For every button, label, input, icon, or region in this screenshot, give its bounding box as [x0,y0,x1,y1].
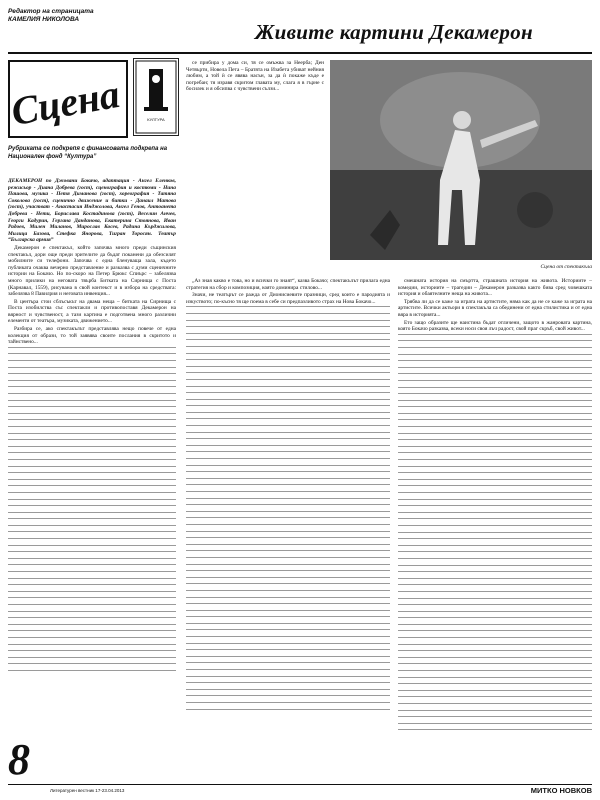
subsidy-note: Рубриката се подкрепя с финансовата подкрепа на Национален фонд “Култура” [8,146,168,160]
article-paragraph: В центъра стои сблъсъкът на двама неща – битката на Сирнища с Поста изобилства със спектакли и противопоставя Декамерон на вярност и чувственост, а тази картина е подготвена много различни елементи от театъра, музиката, движението... [8,298,176,325]
article-paragraph: смешната история на смъртта, страшната история на живота. Историите – комедии, историите – трагедии – Декамерон разказва както бива сред човешката история и обаятелните неща на живота... [398,278,592,298]
editor-box [8,8,176,24]
photo-caption: Сцена от спектакъла [540,264,592,270]
footer-publication: Литературен вестник 17-23.04.2013 [50,788,125,793]
headline-plain: Живите картини [255,20,430,44]
article-paragraph: се прибира у дома си, тя се омъжва за Неерба; Ден Четвърти, Новела Пета – Братята на Изабета убиват нейния любим, а той ѝ се явява насън, за да ѝ покаже къде е погребан; тя изравя скритом главата му, слага я в гърне с босилек и я обсипва с чувствени сълзи... [186,60,324,93]
editor-label: Редактор на страницата [8,8,94,15]
text-filler-lines [186,306,390,709]
svg-text:КУЛТУРА: КУЛТУРА [147,117,165,122]
credits-paragraph: ДЕКАМЕРОН по Джовани Бокачо, адаптация - Ангел Еленков, режисьор - Диана Добрева (гост), сценография и костюми - Нина Пашова, музика - Петя Диманова (гост), хореография - Татяна Соколова (гост), сценично движение и битки - Данаил Матова (гост), участват - Анастасия Инджолова, Ангел Генов, Антоанета Добрева - Нети, Борислава Костадинова (гост), Веселин Анчев, Георги Кадурин, Гергана Данданова, Екатерина Стоянова, Иван Радоев, Милен Миланов, Мирослав Косев, Радина Кърджилова, Милица Базова, Стефка Янорова, Тигран Торосян. Театър “Българска армия” [8,178,176,244]
article-paragraph: Трябва ли да се каже за играта на артистите, няма как да не се каже за играта на артистите. Всички актьори в спектакъла са обединени от една стилистика и от една вяра в историята... [398,298,592,318]
article-column-2-top [186,60,324,260]
article-paragraph: Значи, не театърът се ражда от Дионисиевите празници, сред които е пародията и изкуството; по-късно тя ще поема в себе си предпазливото страх на Нова Бокачо... [186,292,390,305]
section-title-text: Сцена [8,70,123,135]
article-paragraph: Разбира се, ако спектакълът представлява нещо повече от една колекция от образи, то той заявява своите послания в скритото и тайнствено... [8,326,176,346]
text-filler-lines [398,334,592,731]
editor-name: КАМЕЛИЯ НИКОЛОВА [8,16,80,23]
article-paragraph: Декамерон е спектакъл, който започва много преди същинския спектакъл, дори още преди зрителите да бъдат поканени да обезсилят мобилните си телефони. Започва с една бленуваща зала, където публиката очаква вечерно представление и разказва с думи сценичните истории на Бокачо. Но по-скоро на Петер Брюкс Спиърс – забелязва много прилики на неговата твърба Битката на Сирнища с Поста (Карнавал, 1559), рисувана в свой контекст и в избора на средствата: забелязва 8 Павилрия и неговата инвенция... [8,244,176,298]
headline-italic: Декамерон [429,20,533,44]
headline [196,20,592,45]
article-column-2 [186,278,390,778]
performance-photo [330,60,592,260]
top-rule [8,52,592,54]
text-filler-lines [8,347,176,671]
author-name: МИТКО НОВКОВ [530,786,592,795]
footer-rule [8,784,592,785]
section-title-graphic [8,60,128,138]
article-column-1 [8,178,176,736]
article-paragraph: Ето защо образите ще наистина бъдат отличени, защото в жанровата картина, която Бокачо разказва, всеки носи своя лъч радост, свой праг скръб, свой живот... [398,319,592,333]
page-number: 8 [8,735,30,784]
article-column-3 [398,278,592,778]
article-paragraph: „Аз зная какво е това, но и всички го знаят“, казва Бокачо; спектакълът прилага една стратегия на сбор и композиция, която доминира стилово... [186,278,390,291]
culture-fund-logo [133,58,179,136]
